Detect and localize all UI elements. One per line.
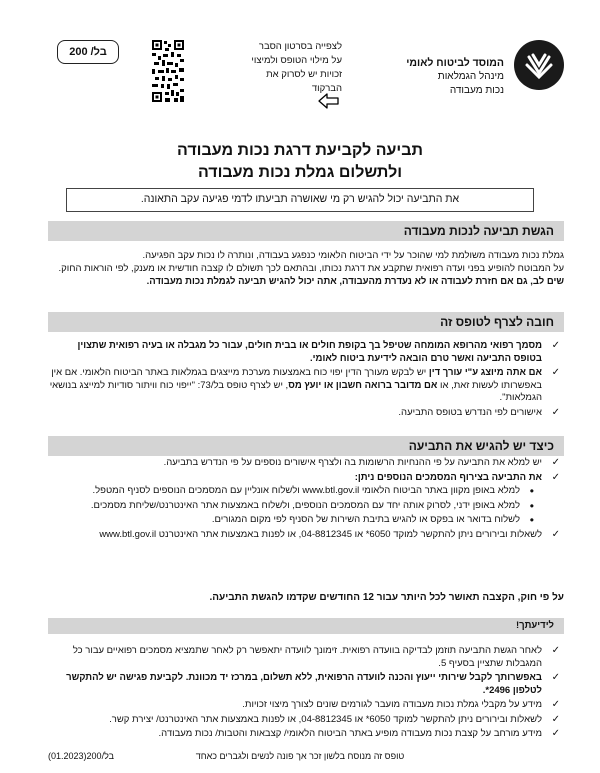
title-line-2: ולתשלום גמלת נכות מעבודה [197,164,403,181]
how-to-submit-list [48,457,564,543]
checkmark-icon: ✓ [551,528,560,540]
page-title [0,140,600,184]
checkmark-icon: ✓ [551,367,560,378]
checkmark-icon: ✓ [551,406,560,418]
list-item [48,457,564,470]
checkmark-icon: ✓ [551,713,560,725]
section-heading-submit-claim: הגשת תביעה לנכות מעבודה [48,221,564,241]
video-note: לצפייה בסרטון הסבר על מילוי הטופס ולמיצוי זכויות יש לסרוק את הברקוד [251,41,342,94]
attachment-poa-text: , יש לצרף טופס בל/73: "ייפוי כוח וויתור סודיות למייצג בנושאי הגמלאות". [49,379,542,403]
contact-info: לשאלות ובירורים ניתן להתקשר למוקד 6050* או 04-8812345, או לפנות באמצעות אתר האינטרנט www.btl.gov.il [99,528,542,540]
info-data-sharing: מידע על מקבלי גמלת נכות מעבודה מועבר לגורמים שונים לצורך מיצוי זכויות. [242,699,542,710]
attachment-medical-document: מסמך רפואי מהרופא המומחה שטיפל בך בקופת חולים או בבית חולים, עבור כל מגבלה או בעיה רפואית שתצוין בטופס התביעה ואשר טרם הובאה לידיעת ביטוח לאומי. [77,340,542,364]
list-item [48,529,564,542]
info-list [48,645,564,743]
org-unit: נכות מעבודה [449,85,504,96]
submit-option-online: • למלא באופן מקוון באתר הביטוח הלאומי www.btl.gov.il ולשלוח אונליין עם המסמכים הנוספים לסניף המטפל. [48,485,542,498]
form-version: בל/200(01.2023) [48,751,115,761]
checkmark-icon: ✓ [551,645,560,656]
section1-paragraph-3: שים לב, גם אם חזרת לעבודה או לא נעדרת מהעבודה, אתה יכול להגיש תביעה לגמלת נכות מעבודה. [146,276,564,287]
form-code-badge: בל/ 200 [57,40,119,64]
attachment-lawyer-text: יש לבקש מעורך הדין יפוי כוח באמצעות מערכת מייצגים בגמלאות באתר הביטוח הלאומי. אם אין באפשרותו לעשות זאת, או [51,367,542,391]
list-item [48,367,564,405]
submit-option-manual: • למלא באופן ידני, לסרוק אותה יחד עם המסמכים הנוספים, ולשלוח באמצעות אתר האינטרנט/שליחת מסמכים. [48,500,542,513]
checkmark-icon: ✓ [551,471,560,483]
arrow-left-icon [318,92,340,110]
list-item [48,407,564,420]
info-contact: לשאלות ובירורים ניתן להתקשר למוקד 6050* או 04-8812345, או לפנות באמצעות אתר האינטרנט/ יצירת קשר. [109,713,542,725]
section1-body [48,249,564,288]
list-item [48,645,564,670]
qr-code-icon[interactable] [152,40,184,102]
checkmark-icon: ✓ [551,728,560,739]
list-item [48,340,564,365]
section-heading-for-your-information: לידיעתך! [48,618,564,634]
org-block [406,56,504,98]
section1-paragraph-2: על המבוטח להופיע בפני ועדה רפואית שתקבע את דרגת נכותו, ובהתאם לכך תשולם לו קצבה חודשית או מענק, לפי הוראות החוק. [58,263,564,274]
submit-option-mail: • לשלוח בדואר או בפקס או להגיש בתיבת השירות של הסניף לפי מקום המגורים. [48,514,542,527]
section-heading-required-attachments: חובה לצרף לטופס זה [48,312,564,332]
org-name: המוסד לביטוח לאומי [406,57,504,69]
attachment-lawyer-label: אם אתה מיוצג ע"י עורך דין [428,367,542,378]
submit-options-list [48,485,542,527]
info-medical-committee: לאחר הגשת התביעה תוזמן לבדיקה בוועדה רפואית. זימונך לוועדה יתאפשר רק לאחר שתמציא מסמכים רפואיים עבור כל המגבלות שתציין בסעיף 5. [72,645,542,669]
checkmark-icon: ✓ [551,340,560,351]
required-attachments-list [48,340,564,421]
info-guidance-center: באפשרותך לקבל שירותי ייעוץ והכנה לוועדה הרפואית, ללא תשלום, במרכז יד מכוונת. לקביעת פגישה יש להתקשר לטלפון 2496*. [66,672,542,696]
list-item [48,472,564,527]
checkmark-icon: ✓ [551,672,560,683]
attachment-approvals: אישורים לפי הנדרש בטופס התביעה. [398,406,542,418]
checkmark-icon: ✓ [551,457,560,468]
list-item [48,714,564,727]
law-limit-note: על פי חוק, הקצבה תאושר לכל היותר עבור 12 החודשים שקדמו להגשת התביעה. [209,592,564,603]
submit-options-heading: את התביעה בצירוף המסמכים הנוספים ניתן: [354,471,542,483]
section-heading-how-to-submit: כיצד יש להגיש את התביעה [48,436,564,456]
checkmark-icon: ✓ [551,699,560,710]
submit-instructions: יש למלא את התביעה על פי ההנחיות הרשומות בה ולצרף אישורים נוספים על פי הנדרש בתביעה. [163,457,542,468]
list-item [48,672,564,697]
attachment-accountant-label: אם מדובר ברואה חשבון או יועץ מס [288,379,438,391]
org-dept: מינהל הגמלאות [437,71,504,82]
eligibility-notice: את התביעה יכול להגיש רק מי שאושרה תביעתו לדמי פגיעה עקב התאונה. [66,188,534,212]
list-item [48,699,564,712]
info-more-details: מידע מורחב על קצבת נכות מעבודה מופיע באתר הביטוח הלאומי/ קצבאות והטבות/ נכות מעבודה. [158,728,542,739]
logo-emblem-icon [514,40,564,90]
title-line-1: תביעה לקביעת דרגת נכות מעבודה [177,142,423,159]
gender-note: טופס זה מנוסח בלשון זכר אך פונה לנשים ולגברים כאחד [195,751,405,761]
list-item [48,728,564,741]
section1-paragraph-1: גמלת נכות מעבודה משולמת למי שהוכר על ידי הביטוח הלאומי כנפגע בעבודה, ונותרה לו נכות עקב הפגיעה. [142,250,564,261]
